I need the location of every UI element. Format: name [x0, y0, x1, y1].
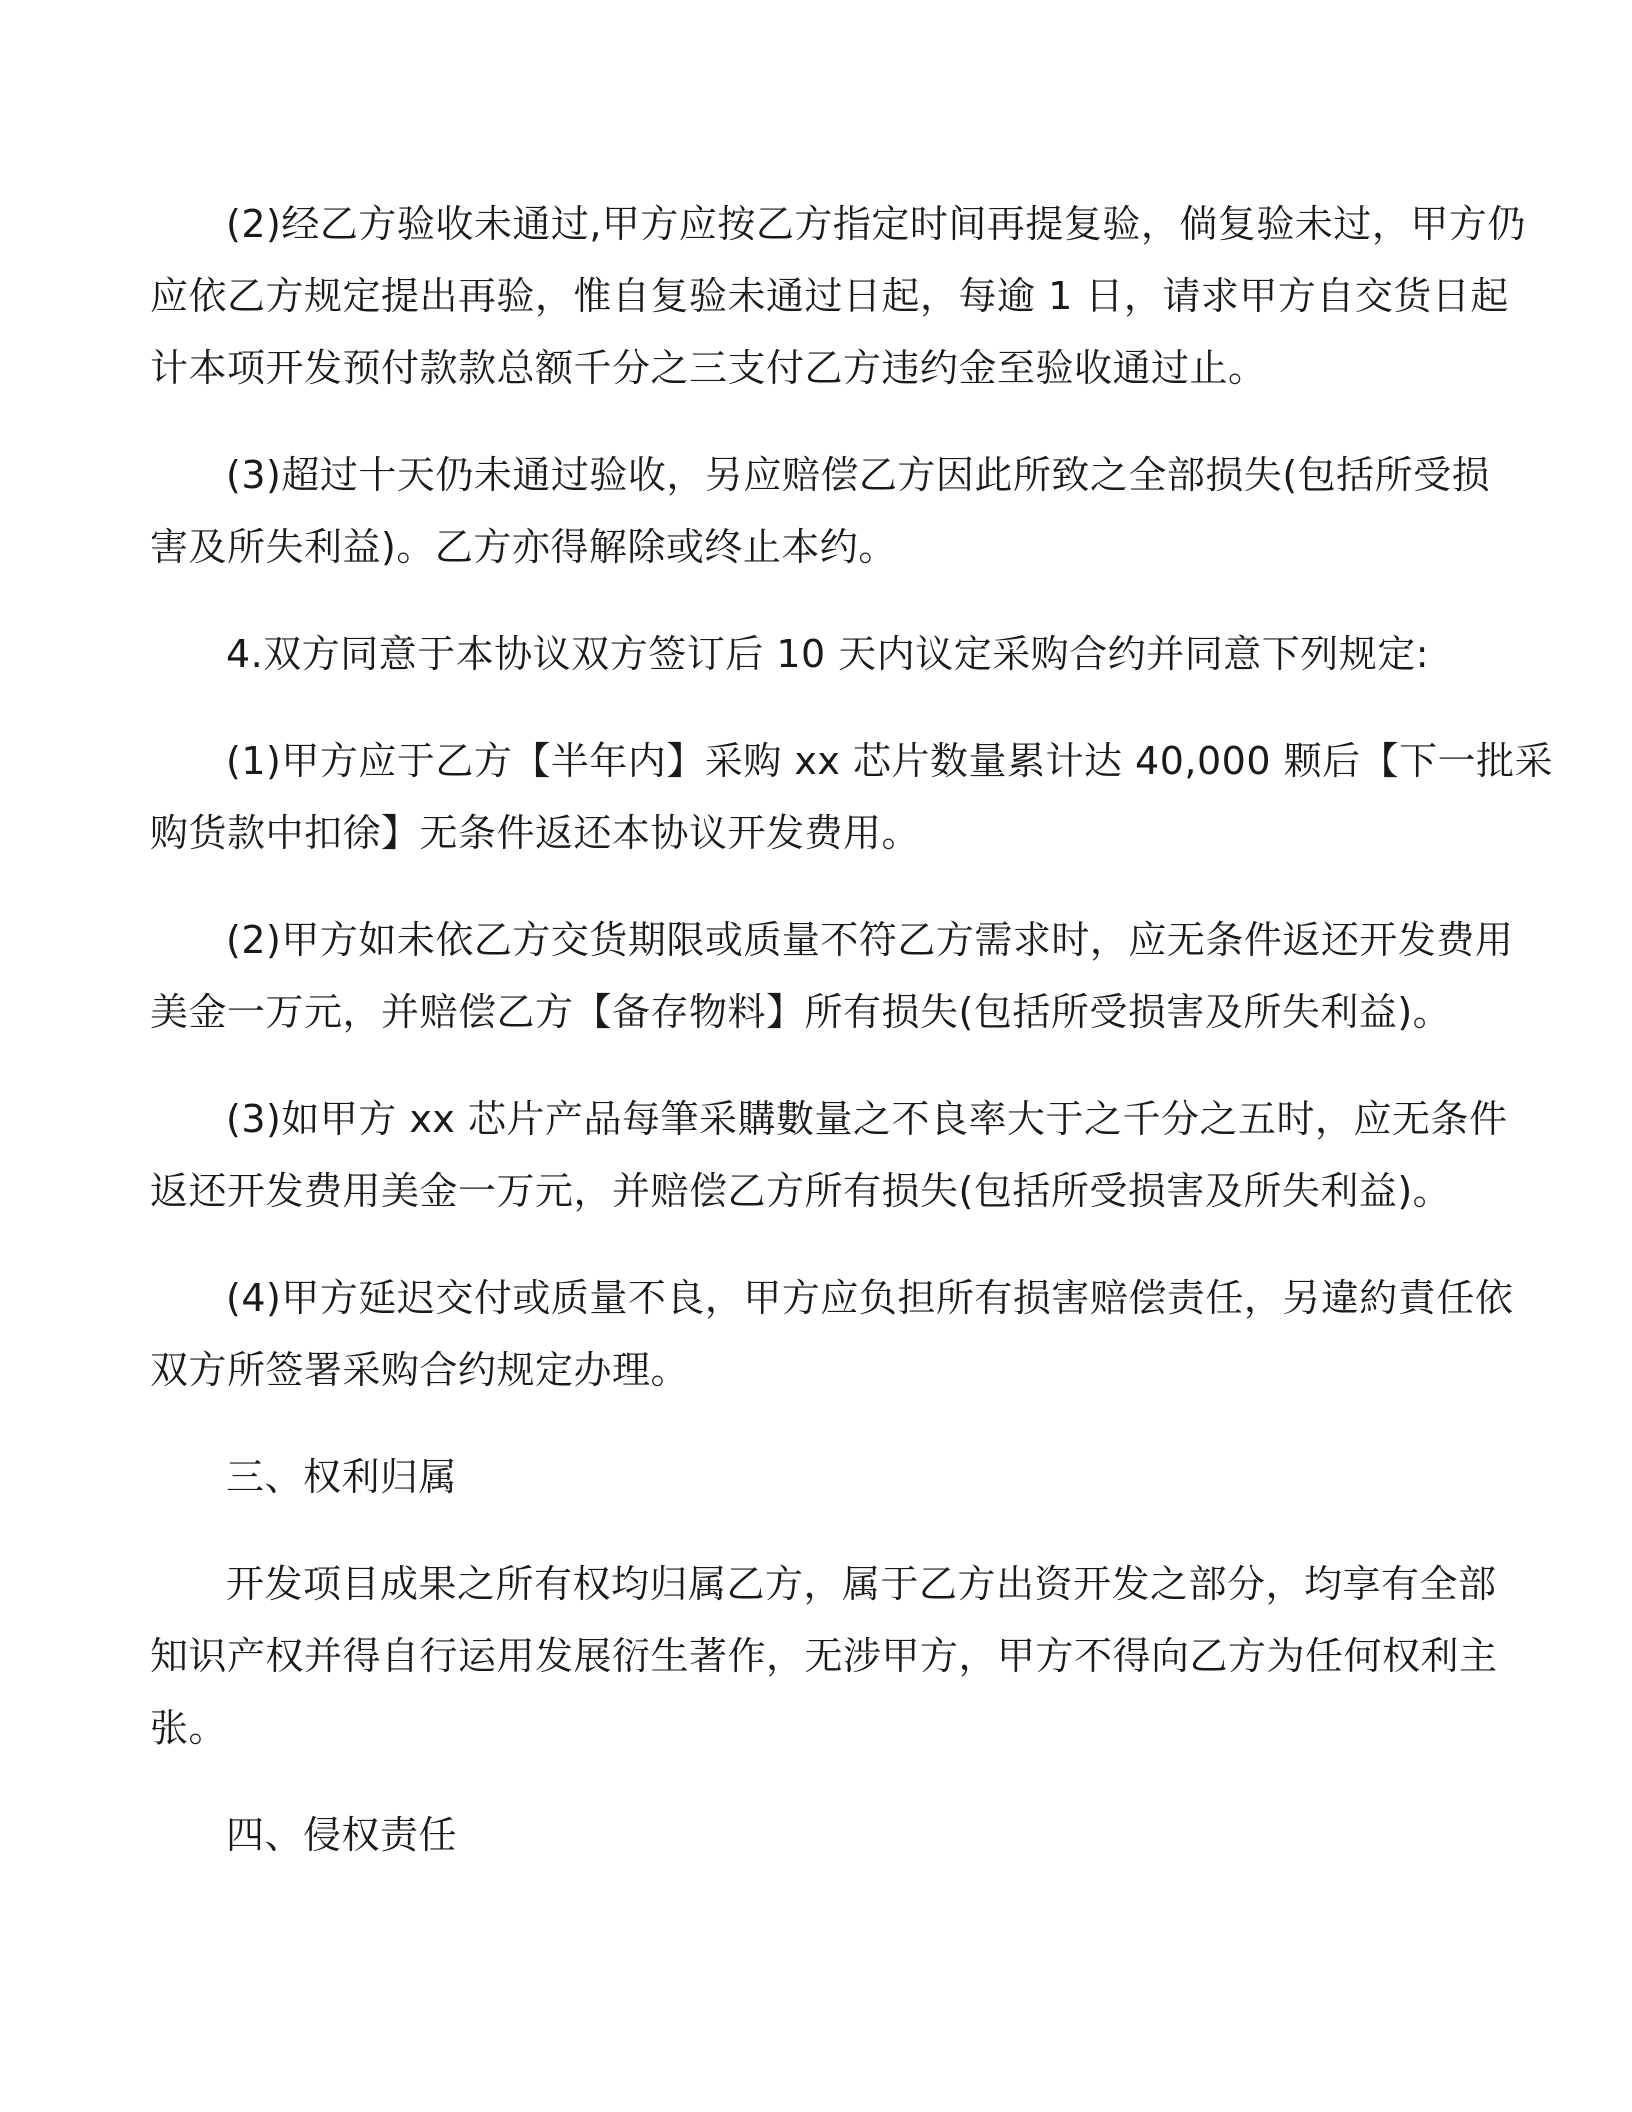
- text-line: 4.双方同意于本协议双方签订后 10 天内议定采购合约并同意下列规定:: [226, 632, 1430, 676]
- clause-4-purchase-agreement: [150, 618, 1480, 690]
- text-line: 张。: [150, 1706, 228, 1750]
- section-heading-rights: 三、权利归属: [226, 1455, 458, 1499]
- text-line: 知识产权并得自行运用发展衍生著作，无涉甲方，甲方不得向乙方为任何权利主: [150, 1634, 1498, 1678]
- clause-2-acceptance-failure: [150, 188, 1526, 404]
- text-line: 害及所失利益)。乙方亦得解除或终止本约。: [150, 525, 897, 569]
- text-line: 计本项开发预付款款总额千分之三支付乙方违约金至验收通过止。: [150, 346, 1267, 390]
- text-line: (4)甲方延迟交付或质量不良，甲方应负担所有损害赔偿责任，另違約責任依: [226, 1276, 1514, 1320]
- text-line: 购货款中扣徐】无条件返还本协议开发费用。: [150, 811, 921, 855]
- text-line: (2)甲方如未依乙方交货期限或质量不符乙方需求时，应无条件返还开发费用: [226, 918, 1514, 962]
- text-line: (3)如甲方 xx 芯片产品每筆采購數量之不良率大于之千分之五时，应无条件: [226, 1097, 1508, 1141]
- text-line: (1)甲方应于乙方【半年内】采购 xx 芯片数量累计达 40,000 颗后【下一批采: [226, 739, 1554, 783]
- clause-4-1-refund-on-volume: [150, 725, 1554, 869]
- rights-ownership-paragraph: [150, 1548, 1498, 1764]
- clause-4-3-defect-rate: [150, 1083, 1508, 1227]
- clause-4-2-delivery-quality: [150, 904, 1514, 1048]
- document-body: [150, 188, 1554, 1906]
- clause-3-overdue-acceptance: [150, 439, 1491, 583]
- text-line: 开发项目成果之所有权均归属乙方，属于乙方出资开发之部分，均享有全部: [226, 1562, 1497, 1606]
- section-heading-infringement: 四、侵权责任: [226, 1813, 458, 1857]
- text-line: 双方所签署采购合约规定办理。: [150, 1348, 690, 1392]
- text-line: (2)经乙方验收未通过,甲方应按乙方指定时间再提复验，倘复验未过，甲方仍: [226, 202, 1526, 246]
- text-line: (3)超过十天仍未通过验收，另应赔偿乙方因此所致之全部损失(包括所受损: [226, 453, 1491, 497]
- text-line: 应依乙方规定提出再验，惟自复验未通过日起，每逾 1 日，请求甲方自交货日起: [150, 274, 1509, 318]
- text-line: 返还开发费用美金一万元，并赔偿乙方所有损失(包括所受损害及所失利益)。: [150, 1169, 1452, 1213]
- text-line: 美金一万元，并赔偿乙方【备存物料】所有损失(包括所受损害及所失利益)。: [150, 990, 1452, 1034]
- clause-4-4-delay-liability: [150, 1262, 1514, 1406]
